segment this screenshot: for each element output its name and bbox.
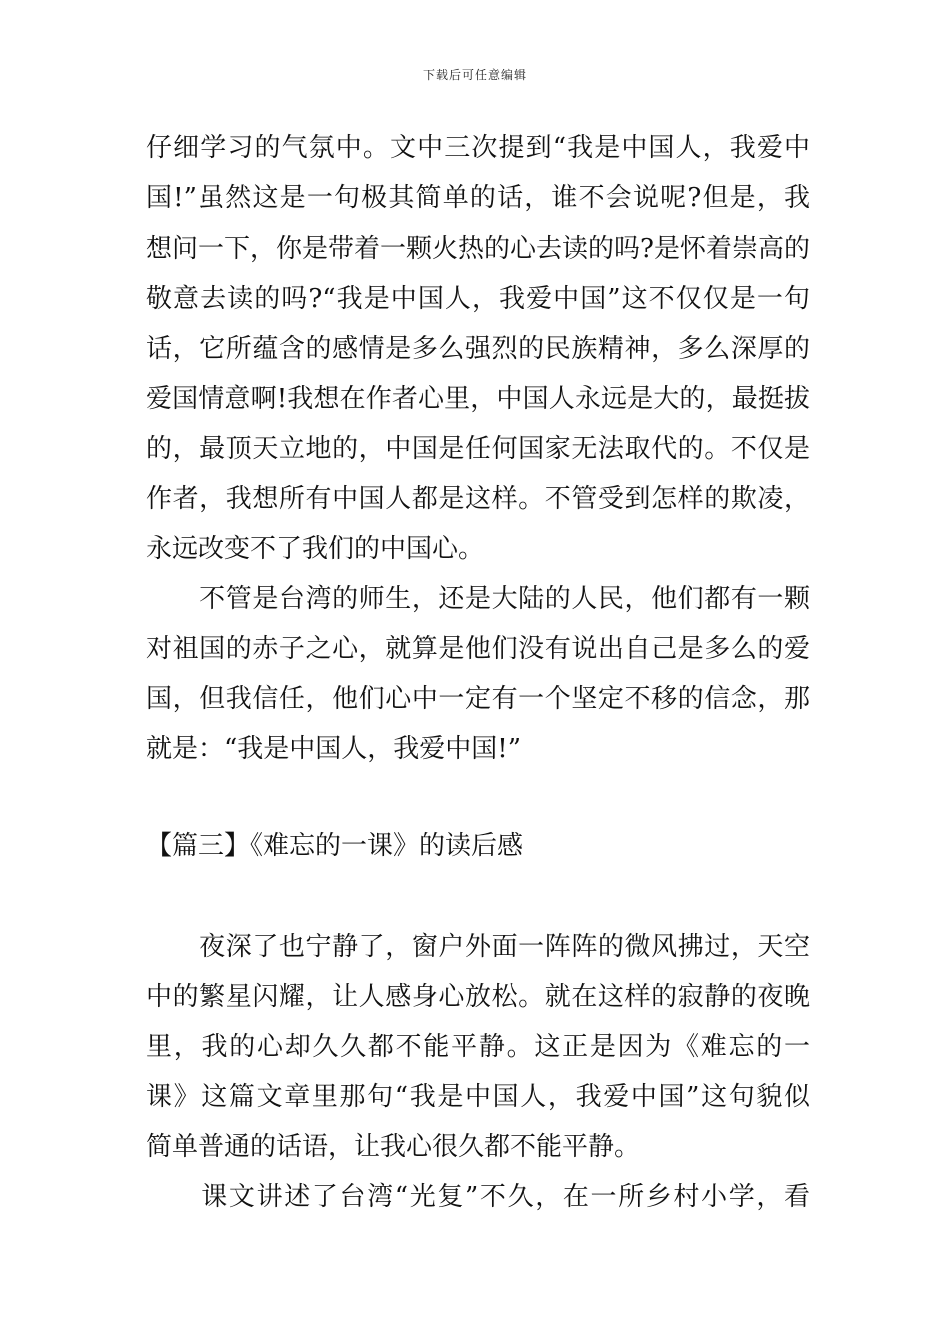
body-text-line: 的，最顶天立地的，中国是任何国家无法取代的。不仅是 (146, 434, 810, 464)
page-header: 下载后可任意编辑 (422, 68, 527, 82)
body-text-line: 敬意去读的吗?“我是中国人，我爱中国”这不仅仅是一句 (146, 284, 810, 314)
body-text-line: 中的繁星闪耀，让人感身心放松。就在这样的寂静的夜晚 (146, 982, 810, 1012)
body-text-line: 作者，我想所有中国人都是这样。不管受到怎样的欺凌， (146, 484, 810, 514)
body-text-line: 永远改变不了我们的中国心。 (146, 534, 485, 564)
body-text-line: 国，但我信任，他们心中一定有一个坚定不移的信念，那 (146, 684, 810, 714)
body-text-line: 爱国情意啊!我想在作者心里，中国人永远是大的，最挺拔 (146, 384, 810, 414)
body-text-line: 想问一下，你是带着一颗火热的心去读的吗?是怀着崇高的 (146, 234, 810, 264)
body-text-line: 里，我的心却久久都不能平静。这正是因为《难忘的一 (146, 1032, 810, 1062)
body-text-line: 不管是台湾的师生，还是大陆的人民，他们都有一颗 (146, 584, 810, 614)
body-text-line: 仔细学习的气氛中。文中三次提到“我是中国人，我爱中 (146, 133, 810, 163)
body-text-line: 国!”虽然这是一句极其简单的话，谁不会说呢?但是，我 (146, 183, 810, 213)
body-text-line: 对祖国的赤子之心，就算是他们没有说出自己是多么的爱 (146, 634, 810, 664)
body-text-line: 就是：“我是中国人，我爱中国!” (146, 734, 522, 764)
body-text-line: 夜深了也宁静了，窗户外面一阵阵的微风拂过，天空 (146, 932, 810, 962)
body-text-line: 课》这篇文章里那句“我是中国人，我爱中国”这句貌似 (146, 1082, 810, 1112)
body-text-line: 简单普通的话语，让我心很久都不能平静。 (146, 1132, 641, 1162)
body-text-line: 话，它所蕴含的感情是多么强烈的民族精神，多么深厚的 (146, 334, 810, 364)
body-text-line: 课文讲述了台湾“光复”不久，在一所乡村小学，看 (146, 1182, 810, 1212)
section-heading: 【篇三】《难忘的一课》的读后感 (146, 831, 524, 861)
